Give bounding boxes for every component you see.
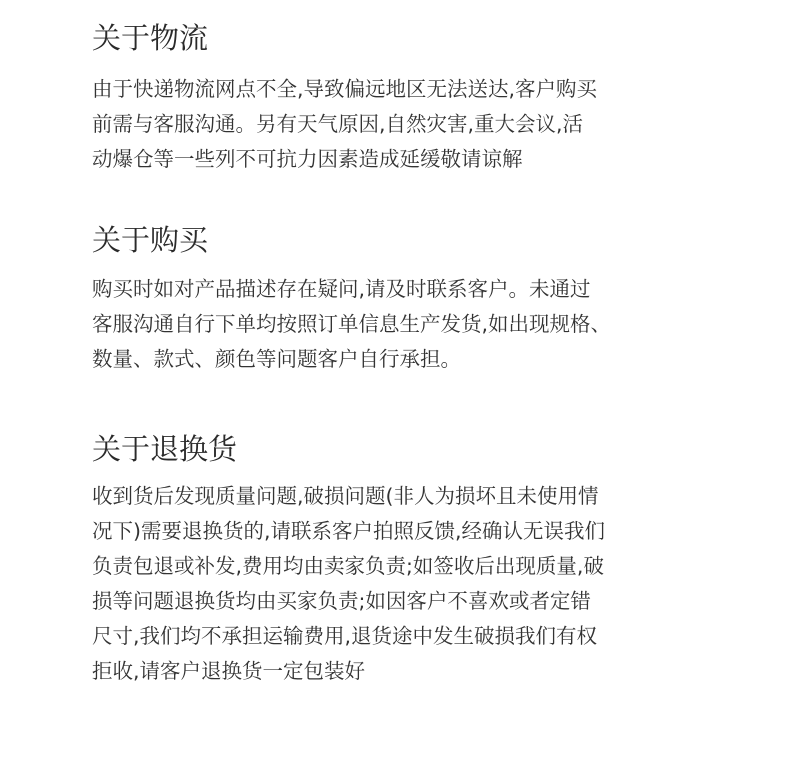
- returns-text: [92, 479, 712, 689]
- returns-section: [92, 431, 712, 689]
- purchase-section: [92, 222, 712, 377]
- text-line: 数量、款式、颜色等问题客户自行承担。: [92, 347, 461, 371]
- text-line: 拒收,请客户退换货一定包装好: [92, 659, 366, 683]
- text-line: 尺寸,我们均不承担运输费用,退货途中发生破损我们有权: [92, 624, 598, 648]
- text-line: 前需与客服沟通。另有天气原因,自然灾害,重大会议,活: [92, 112, 584, 136]
- text-line: 由于快递物流网点不全,导致偏远地区无法送达,客户购买: [92, 77, 598, 101]
- returns-title: 关于退换货: [92, 432, 238, 466]
- text-line: 负责包退或补发,费用均由卖家负责;如签收后出现质量,破: [92, 554, 604, 578]
- text-line: 收到货后发现质量问题,破损问题(非人为损坏且未使用情: [92, 484, 599, 508]
- text-line: 动爆仓等一些列不可抗力因素造成延缓敬请谅解: [92, 147, 523, 171]
- text-line: 况下)需要退换货的,请联系客户拍照反馈,经确认无误我们: [92, 519, 606, 543]
- text-line: 损等问题退换货均由买家负责;如因客户不喜欢或者定错: [92, 589, 591, 613]
- text-line: 购买时如对产品描述存在疑问,请及时联系客户。未通过: [92, 277, 591, 301]
- logistics-title: 关于物流: [92, 21, 209, 55]
- logistics-text: [92, 72, 712, 177]
- purchase-text: [92, 272, 712, 377]
- logistics-section: [92, 20, 712, 177]
- text-line: 客服沟通自行下单均按照订单信息生产发货,如出现规格、: [92, 312, 612, 336]
- purchase-title: 关于购买: [92, 223, 209, 257]
